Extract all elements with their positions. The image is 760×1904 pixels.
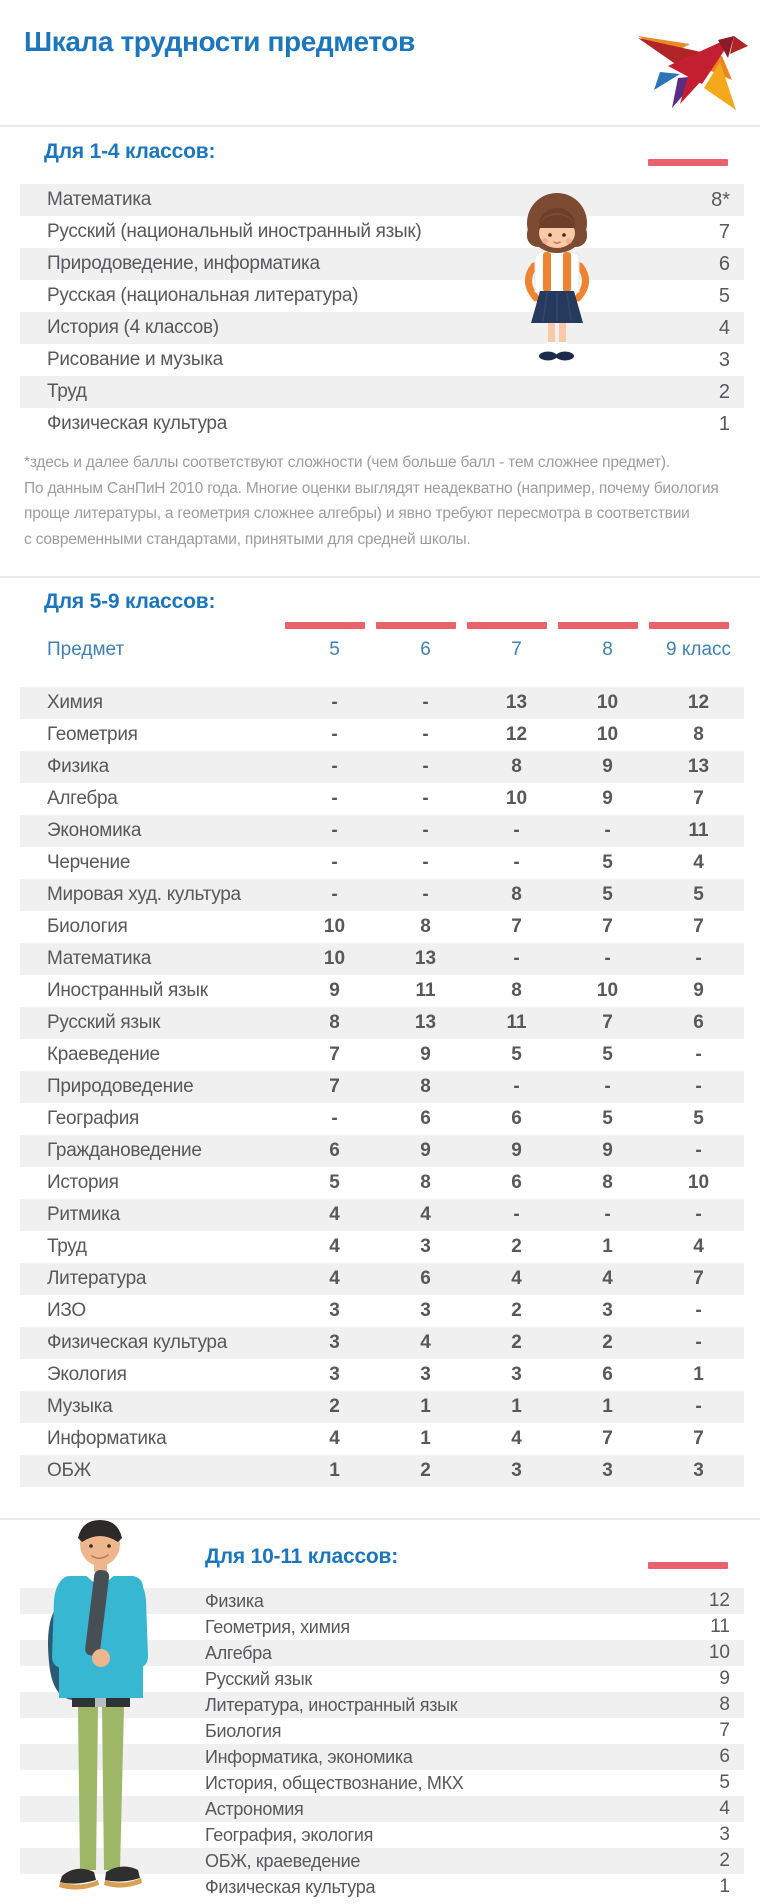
section-divider <box>0 125 760 127</box>
difficulty-value: 1 <box>719 1876 730 1897</box>
difficulty-value-grade-6: - <box>422 692 429 713</box>
table-row <box>20 879 744 911</box>
difficulty-value-grade-5: 1 <box>329 1460 340 1481</box>
table-row <box>20 216 744 248</box>
difficulty-value-grade-9: 7 <box>693 1428 704 1449</box>
difficulty-value-grade-8: 10 <box>596 724 619 745</box>
column-header-grade-5: 5 <box>329 639 340 660</box>
difficulty-value-grade-5: 10 <box>323 916 346 937</box>
difficulty-value-grade-8: 7 <box>602 1012 613 1033</box>
column-header-subject: Предмет <box>47 639 125 660</box>
subject-label: Физическая культура <box>205 1876 376 1897</box>
difficulty-value-grade-6: 8 <box>420 916 431 937</box>
difficulty-value-grade-5: - <box>331 724 338 745</box>
difficulty-value-grade-5: 10 <box>323 948 346 969</box>
difficulty-value-grade-8: 3 <box>602 1300 613 1321</box>
difficulty-value-grade-9: 7 <box>693 1268 704 1289</box>
difficulty-value-grade-7: 2 <box>511 1300 522 1321</box>
table-row <box>20 1167 744 1199</box>
difficulty-value-grade-6: 3 <box>420 1236 431 1257</box>
table-row <box>20 783 744 815</box>
difficulty-value-grade-5: - <box>331 788 338 809</box>
difficulty-value-grade-7: 9 <box>511 1140 522 1161</box>
subject-label: ИЗО <box>47 1300 86 1321</box>
difficulty-value: 5 <box>718 284 730 307</box>
table-row <box>20 687 744 719</box>
difficulty-value-grade-8: 5 <box>602 884 613 905</box>
column-header-grade-9: 9 класс <box>665 639 732 660</box>
red-accent-bar <box>467 622 547 629</box>
difficulty-value-grade-5: - <box>331 756 338 777</box>
difficulty-value: 8* <box>711 188 730 211</box>
difficulty-value-grade-5: 4 <box>329 1428 340 1449</box>
difficulty-value-grade-7: 3 <box>511 1364 522 1385</box>
subject-label: Астрономия <box>205 1798 304 1819</box>
subject-label: Алгебра <box>205 1642 272 1663</box>
difficulty-value: 4 <box>719 1798 730 1819</box>
subject-label: Русская (национальная литература) <box>47 285 359 306</box>
difficulty-value: 12 <box>708 1590 730 1611</box>
difficulty-value: 7 <box>719 1720 730 1741</box>
subject-label: Химия <box>47 692 103 713</box>
difficulty-value-grade-9: - <box>695 948 702 969</box>
difficulty-value-grade-9: 6 <box>693 1012 704 1033</box>
subject-label: Граждановедение <box>47 1140 202 1161</box>
difficulty-value-grade-6: 4 <box>420 1204 431 1225</box>
difficulty-value-grade-6: 13 <box>414 1012 437 1033</box>
difficulty-value-grade-7: 12 <box>505 724 528 745</box>
difficulty-value-grade-7: 5 <box>511 1044 522 1065</box>
section-5-9-title: Для 5-9 классов: <box>44 590 216 613</box>
subject-label: Информатика, экономика <box>205 1746 413 1767</box>
subject-label: Русский язык <box>47 1012 161 1033</box>
bird-logo-icon <box>634 16 756 118</box>
subject-label: Труд <box>47 381 87 402</box>
subject-label: Краеведение <box>47 1044 160 1065</box>
subject-label: Алгебра <box>47 788 118 809</box>
red-accent-bar <box>558 622 638 629</box>
table-row <box>20 1327 744 1359</box>
difficulty-value-grade-7: 3 <box>511 1460 522 1481</box>
table-row <box>20 1103 744 1135</box>
column-header-row <box>20 638 744 662</box>
difficulty-value-grade-7: 8 <box>511 756 522 777</box>
difficulty-value-grade-6: - <box>422 724 429 745</box>
difficulty-value-grade-7: 6 <box>511 1172 522 1193</box>
difficulty-value: 3 <box>719 1824 730 1845</box>
difficulty-value-grade-8: - <box>604 820 611 841</box>
subject-label: ОБЖ, краеведение <box>205 1850 361 1871</box>
difficulty-value-grade-6: - <box>422 756 429 777</box>
difficulty-value: 2 <box>719 1850 730 1871</box>
difficulty-value-grade-9: 7 <box>693 788 704 809</box>
subject-label: Физическая культура <box>47 413 227 434</box>
difficulty-value-grade-9: - <box>695 1044 702 1065</box>
difficulty-value-grade-6: 9 <box>420 1044 431 1065</box>
table-row <box>20 751 744 783</box>
difficulty-value: 3 <box>718 348 730 371</box>
difficulty-value: 4 <box>718 316 730 339</box>
difficulty-value-grade-6: 8 <box>420 1172 431 1193</box>
column-header-grade-6: 6 <box>420 639 431 660</box>
difficulty-value: 5 <box>719 1772 730 1793</box>
difficulty-value-grade-9: - <box>695 1204 702 1225</box>
subject-label: Физика <box>47 756 109 777</box>
difficulty-value-grade-7: 8 <box>511 884 522 905</box>
difficulty-value: 2 <box>718 380 730 403</box>
difficulty-value-grade-6: 1 <box>420 1396 431 1417</box>
difficulty-value-grade-8: 9 <box>602 756 613 777</box>
table-row <box>20 312 744 344</box>
subject-label: История, обществознание, МКХ <box>205 1772 464 1793</box>
difficulty-value: 11 <box>710 1616 730 1637</box>
difficulty-value-grade-9: 7 <box>693 916 704 937</box>
difficulty-value-grade-9: 4 <box>693 852 704 873</box>
difficulty-value-grade-5: 6 <box>329 1140 340 1161</box>
subject-label: Геометрия <box>47 724 138 745</box>
difficulty-value-grade-8: 9 <box>602 788 613 809</box>
difficulty-value-grade-6: - <box>422 852 429 873</box>
difficulty-value-grade-8: 10 <box>596 980 619 1001</box>
difficulty-value-grade-8: - <box>604 1204 611 1225</box>
subject-label: Труд <box>47 1236 87 1257</box>
table-row <box>20 815 744 847</box>
difficulty-value-grade-5: 8 <box>329 1012 340 1033</box>
difficulty-value-grade-6: - <box>422 820 429 841</box>
section-10-11-title: Для 10-11 классов: <box>205 1545 399 1568</box>
difficulty-value-grade-7: 1 <box>511 1396 522 1417</box>
difficulty-value-grade-9: 5 <box>693 1108 704 1129</box>
difficulty-value-grade-8: 1 <box>602 1236 613 1257</box>
subject-label: Иностранный язык <box>47 980 208 1001</box>
difficulty-value-grade-6: 3 <box>420 1364 431 1385</box>
difficulty-value: 6 <box>718 252 730 275</box>
difficulty-value-grade-8: 5 <box>602 852 613 873</box>
difficulty-value-grade-8: 3 <box>602 1460 613 1481</box>
subject-label: Природоведение <box>47 1076 194 1097</box>
difficulty-value: 10 <box>708 1642 730 1663</box>
difficulty-value-grade-5: 4 <box>329 1236 340 1257</box>
subject-label: Музыка <box>47 1396 113 1417</box>
difficulty-value-grade-9: 8 <box>693 724 704 745</box>
difficulty-value-grade-6: 1 <box>420 1428 431 1449</box>
footnote-line: *здесь и далее баллы соответствуют сложности (чем больше балл - тем сложнее предмет). <box>24 454 670 471</box>
difficulty-value-grade-5: 7 <box>329 1044 340 1065</box>
table-row <box>20 344 744 376</box>
table-row <box>20 1359 744 1391</box>
table-row <box>20 847 744 879</box>
difficulty-value-grade-8: 8 <box>602 1172 613 1193</box>
column-header-grade-8: 8 <box>602 639 613 660</box>
table-grades-1-4 <box>20 184 744 440</box>
difficulty-value-grade-9: - <box>695 1140 702 1161</box>
difficulty-value-grade-7: 4 <box>511 1268 522 1289</box>
difficulty-value-grade-5: 5 <box>329 1172 340 1193</box>
difficulty-value-grade-7: 11 <box>506 1012 527 1033</box>
table-row <box>20 1231 744 1263</box>
footnote-line: с современными стандартами, принятыми для средней школы. <box>24 530 471 548</box>
difficulty-value-grade-5: 7 <box>329 1076 340 1097</box>
difficulty-value-grade-7: 10 <box>505 788 528 809</box>
difficulty-value-grade-9: 9 <box>693 980 704 1001</box>
difficulty-value-grade-9: - <box>695 1396 702 1417</box>
subject-label: Биология <box>205 1720 282 1741</box>
difficulty-value-grade-8: 10 <box>596 692 619 713</box>
subject-label: ОБЖ <box>47 1460 91 1481</box>
difficulty-value-grade-6: 9 <box>420 1140 431 1161</box>
table-row <box>20 1423 744 1455</box>
difficulty-value-grade-5: 3 <box>329 1300 340 1321</box>
difficulty-value-grade-6: 6 <box>420 1108 431 1129</box>
difficulty-value-grade-5: - <box>331 884 338 905</box>
difficulty-value-grade-5: 3 <box>329 1332 340 1353</box>
table-row <box>20 1295 744 1327</box>
red-accent-bar <box>285 622 365 629</box>
footnote <box>24 450 719 552</box>
subject-label: Литература <box>47 1268 147 1289</box>
subject-label: Ритмика <box>47 1204 120 1225</box>
difficulty-value-grade-9: 11 <box>688 820 709 841</box>
table-grades-5-9 <box>20 687 744 1487</box>
subject-label: Природоведение, информатика <box>47 253 320 274</box>
difficulty-value-grade-8: - <box>604 1076 611 1097</box>
column-header-grade-7: 7 <box>511 639 522 660</box>
subject-label: Физика <box>205 1590 264 1611</box>
subject-label: Литература, иностранный язык <box>205 1694 458 1715</box>
difficulty-value-grade-9: - <box>695 1300 702 1321</box>
difficulty-value-grade-6: - <box>422 884 429 905</box>
subject-label: Экология <box>47 1364 127 1385</box>
difficulty-value-grade-7: 13 <box>505 692 528 713</box>
difficulty-value-grade-8: 5 <box>602 1044 613 1065</box>
difficulty-value-grade-7: - <box>513 1076 520 1097</box>
difficulty-value-grade-5: 3 <box>329 1364 340 1385</box>
table-row <box>20 1135 744 1167</box>
difficulty-value-grade-7: - <box>513 948 520 969</box>
page-title: Шкала трудности предметов <box>24 26 415 57</box>
difficulty-value-grade-8: 7 <box>602 916 613 937</box>
subject-label: История <box>47 1172 119 1193</box>
section-divider <box>0 576 760 578</box>
difficulty-value-grade-7: - <box>513 820 520 841</box>
difficulty-value-grade-7: 2 <box>511 1236 522 1257</box>
difficulty-value-grade-6: 2 <box>420 1460 431 1481</box>
difficulty-value-grade-6: 13 <box>414 948 437 969</box>
subject-label: История (4 классов) <box>47 317 219 338</box>
subject-label: Биология <box>47 916 128 937</box>
difficulty-value-grade-6: 8 <box>420 1076 431 1097</box>
footnote-line: По данным СанПиН 2010 года. Многие оценки выглядят неадекватно (например, почему биология <box>24 479 719 497</box>
subject-label: Математика <box>47 948 152 969</box>
difficulty-value-grade-5: - <box>331 820 338 841</box>
difficulty-value-grade-5: - <box>331 1108 338 1129</box>
subject-label: Информатика <box>47 1428 167 1449</box>
difficulty-value-grade-6: 4 <box>420 1332 431 1353</box>
difficulty-value-grade-6: 6 <box>420 1268 431 1289</box>
difficulty-value-grade-7: 2 <box>511 1332 522 1353</box>
difficulty-value-grade-7: - <box>513 1204 520 1225</box>
subject-label: Мировая худ. культура <box>47 884 241 905</box>
subject-label: Геометрия, химия <box>205 1616 350 1637</box>
difficulty-value-grade-5: - <box>331 692 338 713</box>
difficulty-value-grade-9: 5 <box>693 884 704 905</box>
difficulty-value-grade-9: 13 <box>687 756 710 777</box>
difficulty-value: 1 <box>718 412 730 435</box>
difficulty-value-grade-6: - <box>422 788 429 809</box>
student-illustration <box>34 1510 168 1892</box>
difficulty-value: 7 <box>718 220 730 243</box>
difficulty-value-grade-8: 2 <box>602 1332 613 1353</box>
difficulty-value-grade-9: 12 <box>687 692 710 713</box>
subject-label: Физическая культура <box>47 1332 227 1353</box>
difficulty-value-grade-9: - <box>695 1332 702 1353</box>
table-row <box>20 184 744 216</box>
table-row <box>20 376 744 408</box>
table-row <box>20 408 744 440</box>
difficulty-value: 9 <box>719 1668 730 1689</box>
difficulty-value-grade-7: 7 <box>511 916 522 937</box>
table-row <box>20 1391 744 1423</box>
subject-label: Русский язык <box>205 1668 313 1689</box>
difficulty-value-grade-8: - <box>604 948 611 969</box>
red-accent-bar <box>649 622 729 629</box>
difficulty-value-grade-8: 6 <box>602 1364 613 1385</box>
subject-label: Русский (национальный иностранный язык) <box>47 221 422 242</box>
difficulty-value: 6 <box>719 1746 730 1767</box>
difficulty-value-grade-8: 9 <box>602 1140 613 1161</box>
difficulty-value-grade-9: - <box>695 1076 702 1097</box>
difficulty-value-grade-8: 5 <box>602 1108 613 1129</box>
table-row <box>20 1071 744 1103</box>
subject-label: География <box>47 1108 140 1129</box>
difficulty-value-grade-5: 2 <box>329 1396 340 1417</box>
difficulty-value-grade-8: 7 <box>602 1428 613 1449</box>
subject-label: Рисование и музыка <box>47 349 223 370</box>
section-1-4-title: Для 1-4 классов: <box>44 140 216 163</box>
difficulty-value-grade-8: 1 <box>602 1396 613 1417</box>
footnote-line: проще литературы, а геометрия сложнее алгебры) и явно требуют пересмотра в соответствии <box>24 505 690 522</box>
difficulty-value-grade-6: 3 <box>420 1300 431 1321</box>
table-row <box>20 1263 744 1295</box>
difficulty-value-grade-5: 4 <box>329 1204 340 1225</box>
table-row <box>20 1455 744 1487</box>
difficulty-value-grade-7: 8 <box>511 980 522 1001</box>
difficulty-value: 8 <box>719 1694 730 1715</box>
table-row <box>20 1199 744 1231</box>
difficulty-value-grade-6: 11 <box>415 980 436 1001</box>
table-row <box>20 719 744 751</box>
difficulty-value-grade-9: 1 <box>693 1364 704 1385</box>
difficulty-value-grade-7: - <box>513 852 520 873</box>
red-accent-bar <box>376 622 456 629</box>
difficulty-value-grade-9: 4 <box>693 1236 704 1257</box>
subject-label: Математика <box>47 189 152 210</box>
difficulty-value-grade-5: - <box>331 852 338 873</box>
difficulty-value-grade-9: 3 <box>693 1460 704 1481</box>
table-row <box>20 943 744 975</box>
difficulty-value-grade-9: 10 <box>687 1172 710 1193</box>
subject-label: География, экология <box>205 1824 374 1845</box>
table-row <box>20 1039 744 1071</box>
difficulty-value-grade-5: 9 <box>329 980 340 1001</box>
subject-label: Черчение <box>47 852 131 873</box>
red-accent-bar <box>648 1562 728 1569</box>
table-row <box>20 1007 744 1039</box>
schoolgirl-illustration <box>498 186 616 364</box>
difficulty-value-grade-7: 6 <box>511 1108 522 1129</box>
table-row <box>20 911 744 943</box>
table-row <box>20 975 744 1007</box>
difficulty-value-grade-7: 4 <box>511 1428 522 1449</box>
difficulty-value-grade-5: 4 <box>329 1268 340 1289</box>
difficulty-value-grade-8: 4 <box>602 1268 613 1289</box>
subject-label: Экономика <box>47 820 142 841</box>
table-row <box>20 280 744 312</box>
table-row <box>20 248 744 280</box>
red-accent-bar <box>648 159 728 166</box>
